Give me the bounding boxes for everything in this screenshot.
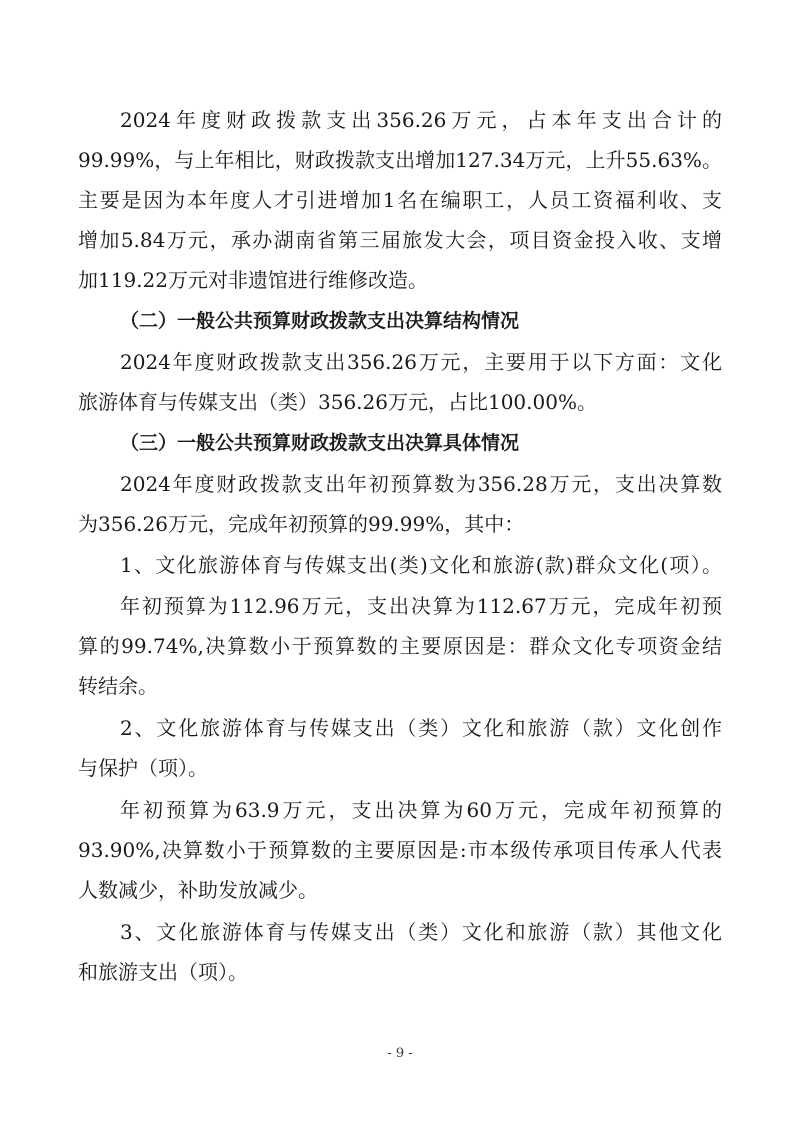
page-number: - 9 -: [387, 1046, 413, 1061]
paragraph-line: 93.90%,决算数小于预算数的主要原因是:市本级传承项目传承人代表: [78, 838, 722, 862]
paragraph-line: 和旅游支出（项）。: [78, 960, 248, 984]
paragraph-line: 人数减少，补助发放减少。: [78, 878, 318, 902]
paragraph-line: 算的99.74%,决算数小于预算数的主要原因是：群众文化专项资金结: [78, 634, 722, 658]
paragraph-line: 为356.26万元，完成年初预算的99.99%，其中：: [78, 512, 525, 536]
paragraph-line: 增加5.84万元，承办湖南省第三届旅发大会，项目资金投入收、支增: [78, 228, 722, 252]
paragraph-line: 99.99%，与上年相比，财政拨款支出增加127.34万元，上升55.63%。: [78, 148, 722, 172]
paragraph-line: 2024年度财政拨款支出356.26万元，占本年支出合计的: [120, 108, 722, 132]
item-1-title: 1、文化旅游体育与传媒支出(类)文化和旅游(款)群众文化(项）。: [120, 553, 722, 577]
section-heading-structure: （二）一般公共预算财政拨款支出决算结构情况: [120, 310, 520, 332]
item-2-title: 2、文化旅游体育与传媒支出（类）文化和旅游（款）文化创作: [120, 716, 722, 740]
paragraph-line: 主要是因为本年度人才引进增加1名在编职工，人员工资福利收、支: [78, 188, 722, 212]
paragraph-line: 转结余。: [78, 674, 158, 698]
paragraph-line: 2024年度财政拨款支出356.26万元，主要用于以下方面：文化: [120, 350, 722, 374]
paragraph-line: 年初预算为63.9万元，支出决算为60万元，完成年初预算的: [120, 798, 722, 822]
paragraph-line: 年初预算为112.96万元，支出决算为112.67万元，完成年初预: [120, 594, 722, 618]
item-3-title: 3、文化旅游体育与传媒支出（类）文化和旅游（款）其他文化: [120, 920, 722, 944]
section-heading-detail: （三）一般公共预算财政拨款支出决算具体情况: [120, 432, 520, 454]
paragraph-line: 2024年度财政拨款支出年初预算数为356.28万元，支出决算数: [120, 472, 722, 496]
paragraph-line: 旅游体育与传媒支出（类）356.26万元，占比100.00%。: [78, 390, 597, 414]
paragraph-line: 与保护（项）。: [78, 756, 208, 780]
paragraph-line: 加119.22万元对非遗馆进行维修改造。: [78, 268, 428, 292]
